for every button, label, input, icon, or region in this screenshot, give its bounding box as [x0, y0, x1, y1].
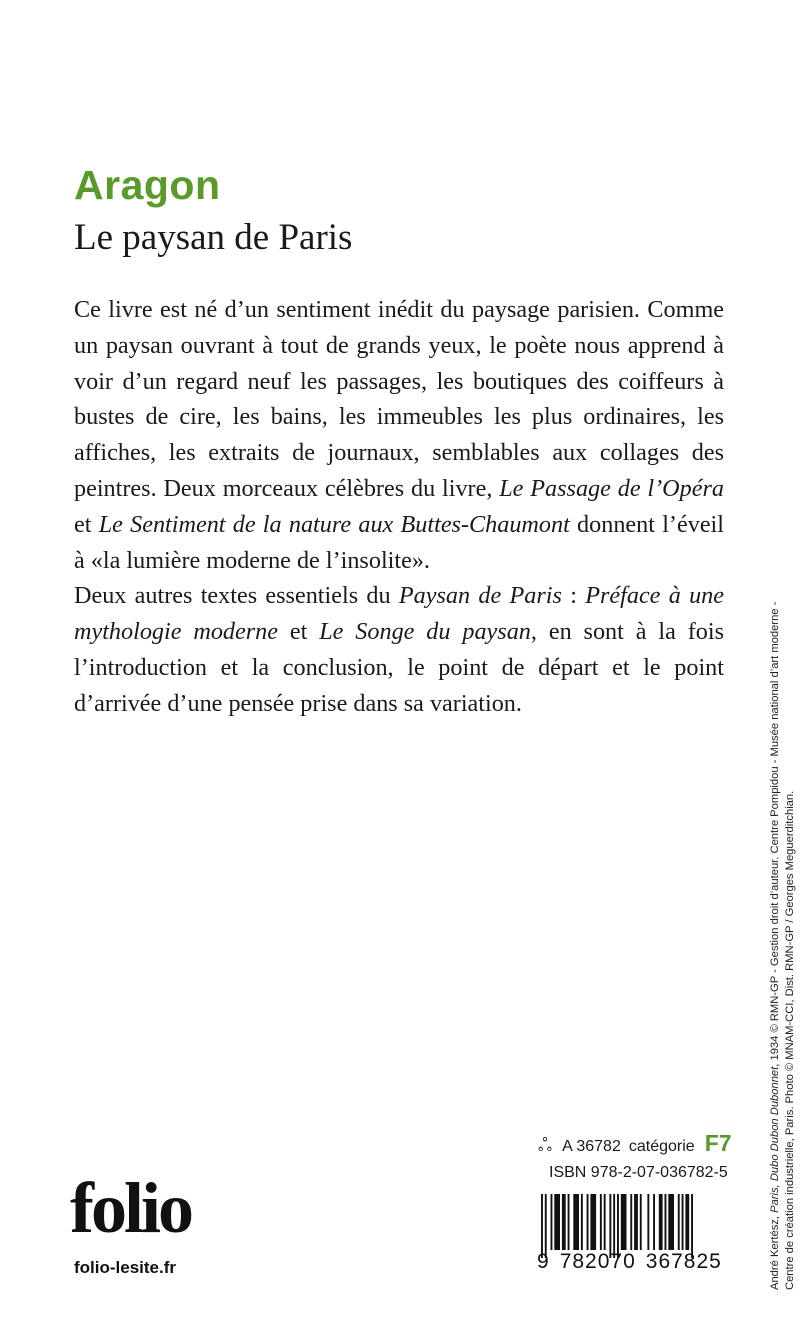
barcode-bar-12	[609, 1194, 611, 1258]
barcode-bar-25	[682, 1194, 684, 1250]
barcode-bar-2	[551, 1194, 553, 1250]
barcode-bar-10	[600, 1194, 602, 1250]
isbn: ISBN 978-2-07-036782-5	[549, 1164, 728, 1181]
barcode-bar-24	[678, 1194, 680, 1250]
italic-run-3: Le Sentiment de la nature aux Buttes-Chaumont	[98, 510, 570, 538]
category-label: catégorie	[628, 1138, 695, 1155]
barcode-bar-0	[541, 1194, 543, 1258]
barcode-digits-right: 367825	[645, 1250, 722, 1273]
barcode-bar-8	[587, 1194, 589, 1250]
barcode-bar-26	[685, 1194, 689, 1250]
barcode-bar-19	[647, 1194, 649, 1250]
barcode-bar-5	[568, 1194, 570, 1250]
barcode-bar-1	[545, 1194, 547, 1258]
photo-credit	[768, 520, 798, 1290]
italic-run-1: Le Passage de l’Opéra	[499, 474, 724, 502]
photo-credit-line-2: Centre de création industrielle, Paris. Photo © MNAM-CCI, Dist. RMN-GP / Georges Meguerditchian.	[784, 790, 796, 1290]
book-title: Le paysan de Paris	[74, 217, 353, 258]
barcode-bar-11	[604, 1194, 606, 1250]
barcode-bar-16	[630, 1194, 632, 1250]
catalog-line	[538, 1130, 732, 1158]
folio-mark-icon: ஃ	[538, 1135, 553, 1155]
text-run-0: Ce livre est né d’un sentiment inédit du paysage parisien. Comme un paysan ouvrant à tout de grands yeux, le poète nous apprend à voir d’un regard neuf les passages, les boutiques des coiffeurs à bustes de cire, les bains, les immeubles les plus ordinaires, les affiches, les extraits de journaux, semblables aux collages des peintres. Deux morceaux célèbres du livre,	[74, 296, 724, 502]
text-run-2: , 1934 © RMN-GP - Gestion droit d’auteur. Centre Pompidou - Musée national d’art moderne -	[769, 601, 781, 1067]
barcode-bar-18	[640, 1194, 642, 1250]
barcode-bar-20	[653, 1194, 655, 1250]
barcode-bar-23	[668, 1194, 674, 1250]
catalog-number: A 36782	[562, 1138, 621, 1155]
summary-paragraph-2	[74, 578, 724, 721]
barcode-bar-22	[665, 1194, 667, 1250]
barcode-bar-7	[581, 1194, 583, 1250]
text-run-4: et	[278, 618, 320, 646]
publisher-website: folio-lesite.fr	[74, 1258, 177, 1277]
italic-run-5: Le Songe du paysan	[319, 618, 531, 646]
barcode-bar-21	[659, 1194, 663, 1250]
author-name: Aragon	[74, 162, 221, 208]
back-cover-summary	[74, 292, 724, 722]
barcode-bar-4	[562, 1194, 566, 1250]
barcode-bar-15	[621, 1194, 627, 1250]
barcode-bar-14	[617, 1194, 619, 1258]
category-code: F7	[704, 1130, 732, 1156]
italic-run-1: Paysan de Paris	[398, 582, 562, 610]
photo-credit-line-1	[768, 520, 783, 1290]
barcode-bar-6	[573, 1194, 579, 1250]
text-run-0: André Kertész,	[769, 1212, 781, 1290]
text-run-0: Deux autres textes essentiels du	[74, 582, 399, 610]
barcode	[537, 1194, 719, 1258]
barcode-bar-17	[634, 1194, 638, 1250]
barcode-digit-first: 9	[537, 1250, 550, 1273]
text-run-2: :	[561, 582, 586, 610]
barcode-bar-9	[590, 1194, 596, 1250]
italic-run-1: Paris, Dubo Dubon Dubonnet	[769, 1066, 781, 1213]
text-run-6: , en sont à la fois l’introduction et la conclusion, le point de départ et le point d’arrivée d’une pensée prise dans sa variation.	[74, 618, 725, 717]
barcode-bar-27	[691, 1194, 693, 1258]
barcode-bar-13	[613, 1194, 615, 1258]
italic-run-3: Préface à une mythologie moderne	[74, 582, 724, 646]
text-run-2: et	[74, 510, 99, 538]
barcode-bar-3	[554, 1194, 560, 1250]
barcode-digits-left: 782070	[559, 1250, 636, 1273]
barcode-digits	[537, 1250, 722, 1274]
text-run-4: donnent l’éveil à «la lumière moderne de l’insolite».	[74, 510, 724, 574]
folio-logo: folio	[70, 1168, 191, 1248]
summary-paragraph-1	[74, 292, 724, 578]
